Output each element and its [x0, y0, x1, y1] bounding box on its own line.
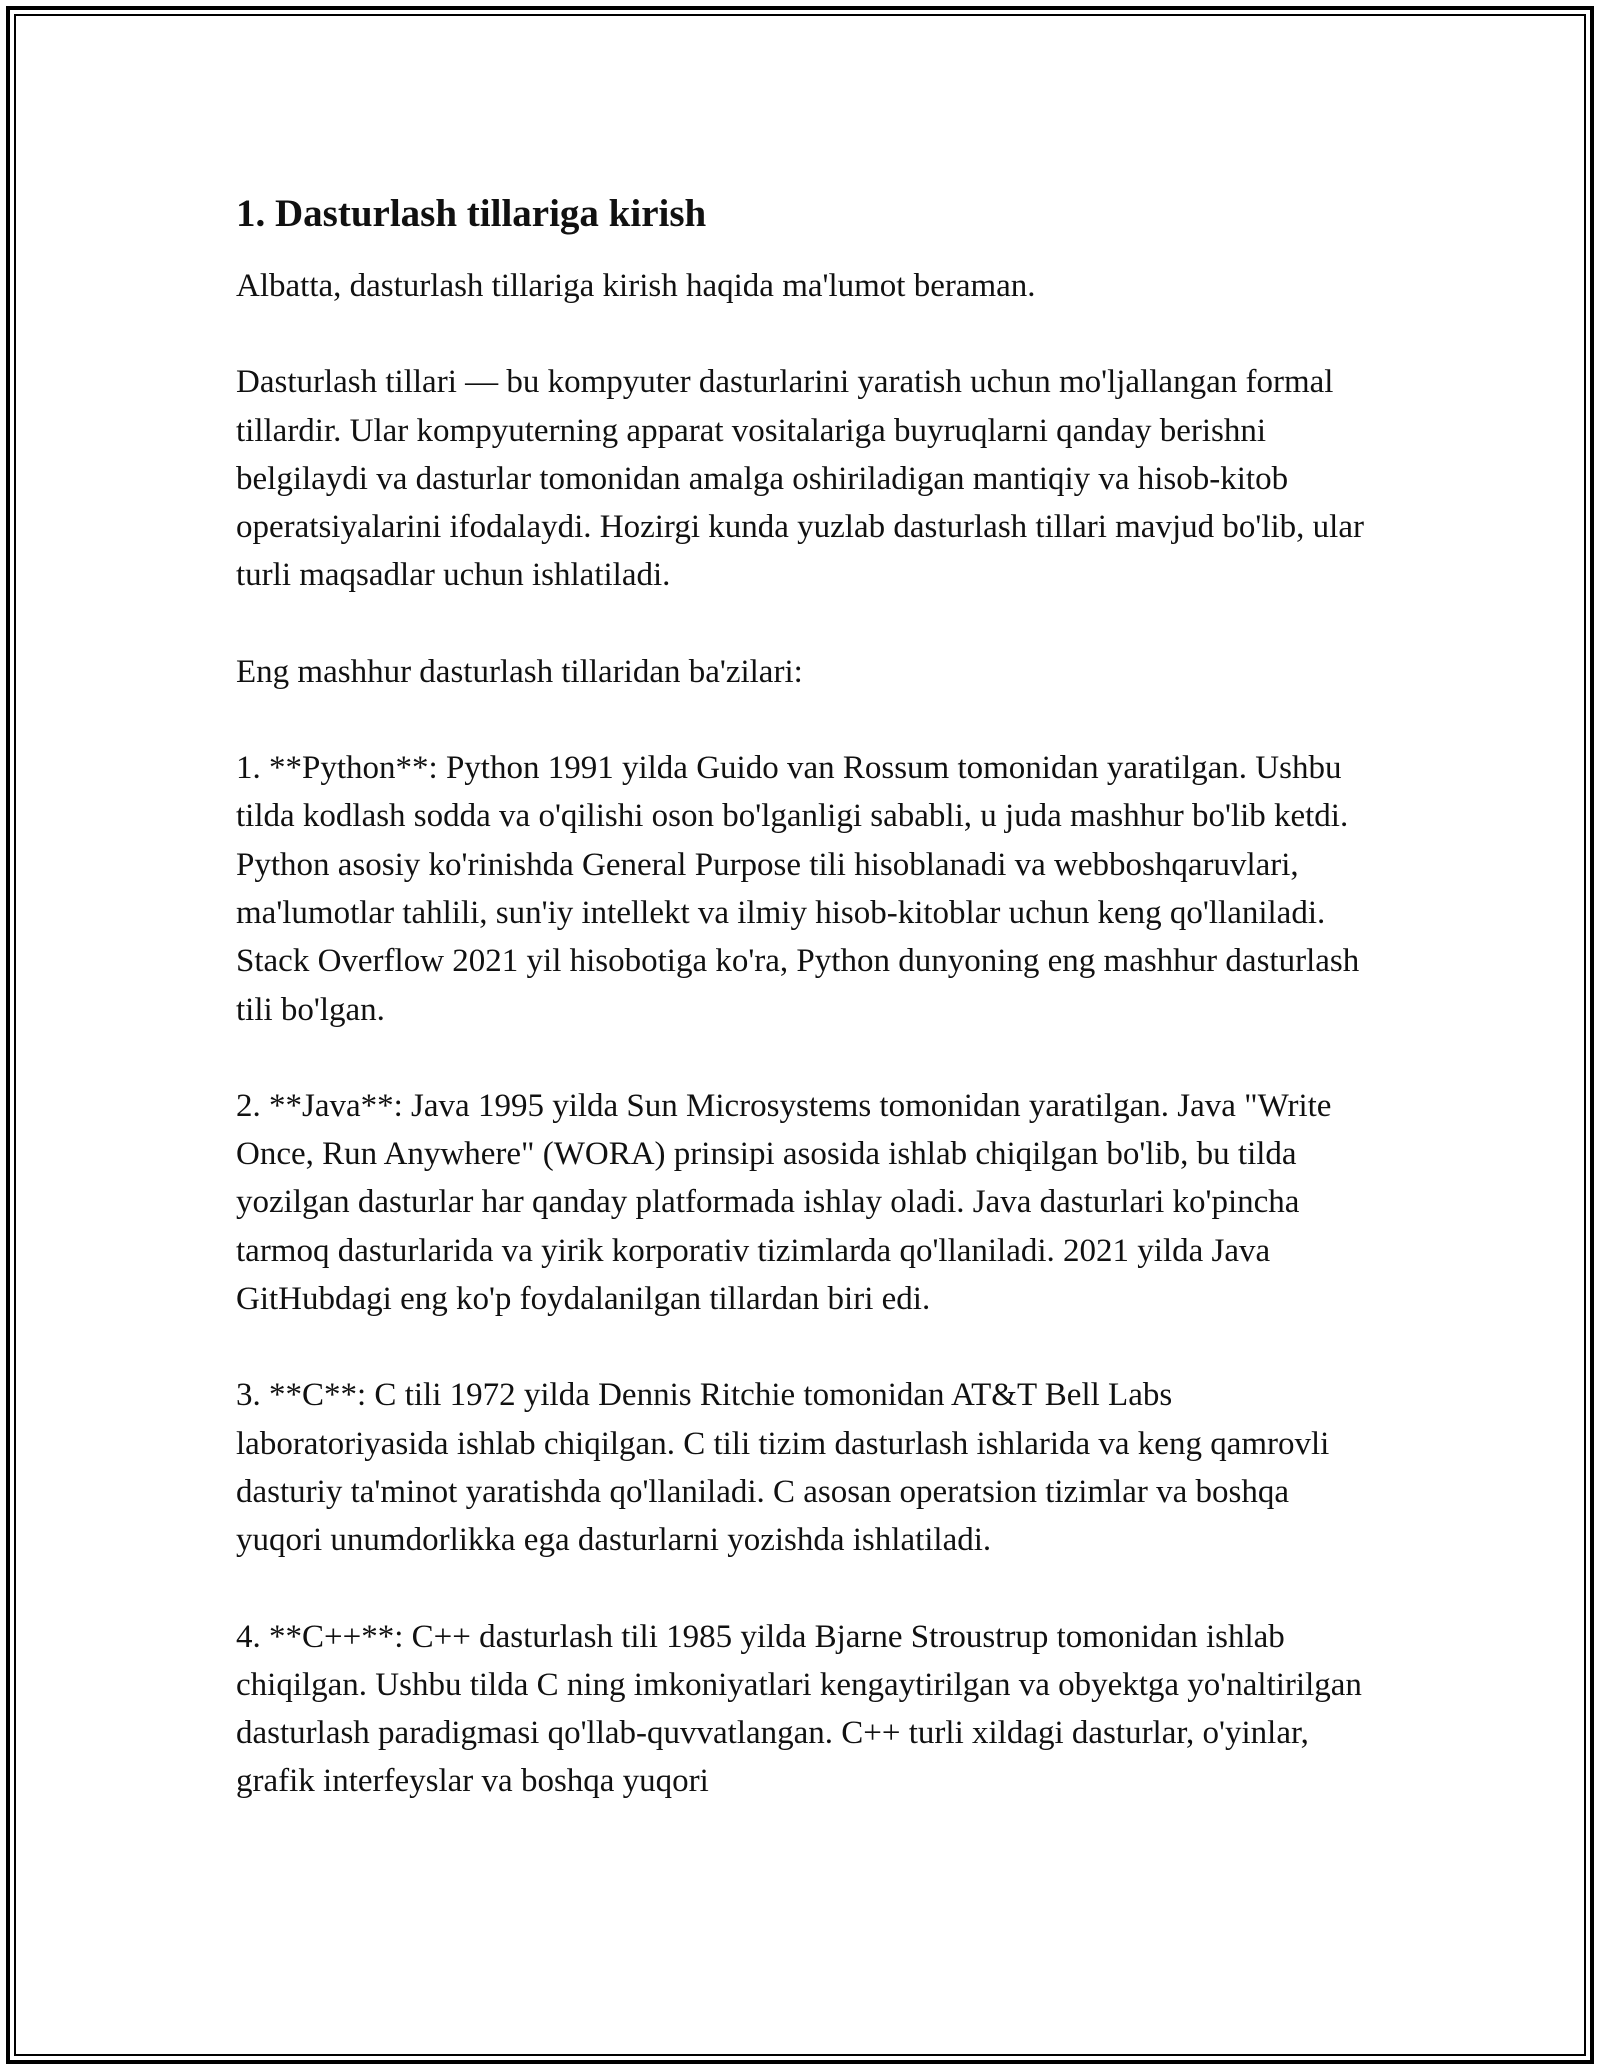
document-body: [236, 188, 1376, 1806]
list-intro-paragraph: Eng mashhur dasturlash tillaridan ba'zilari:: [236, 653, 803, 690]
intro-paragraph: Albatta, dasturlash tillariga kirish haqida ma'lumot beraman.: [236, 268, 1036, 304]
python-paragraph: 1. **Python**: Python 1991 yilda Guido van Rossum tomonidan yaratilgan. Ushbu tilda kodlash sodda va o'qilishi oson bo'lganligi sababli, u juda mashhur bo'lib ketdi. Python asosiy ko'rinishda General Purpose tili hisoblanadi va webboshqaruvlari, ma'lumotlar tahlili, sun'iy intellekt va ilmiy hisob-kitoblar uchun keng qo'llaniladi. Stack Overflow 2021 yil hisobotiga ko'ra, Python dunyoning eng mashhur dasturlash tili bo'lgan.: [236, 750, 1360, 1028]
cpp-paragraph: 4. **C++**: C++ dasturlash tili 1985 yilda Bjarne Stroustrup tomonidan ishlab chiqilgan. Ushbu tilda C ning imkoniyatlari kengaytirilgan va obyektga yo'naltirilgan dasturlash paradigmasi qo'llab-quvvatlangan. C++ turli xildagi dasturlar, o'yinlar, grafik interfeyslar va boshqa yuqori: [236, 1618, 1362, 1800]
c-paragraph: 3. **C**: C tili 1972 yilda Dennis Ritchie tomonidan AT&T Bell Labs laboratoriyasida ishlab chiqilgan. C tili tizim dasturlash ishlarida va keng qamrovli dasturiy ta'minot yaratishda qo'llaniladi. C asosan operatsion tizimlar va boshqa yuqori unumdorlikka ega dasturlarni yozishda ishlatiladi.: [236, 1377, 1330, 1559]
section-heading: 1. Dasturlash tillariga kirish: [236, 192, 707, 235]
java-paragraph: 2. **Java**: Java 1995 yilda Sun Microsystems tomonidan yaratilgan. Java "Write Once, Run Anywhere" (WORA) prinsipi asosida ishlab chiqilgan bo'lib, bu tilda yozilgan dasturlar har qanday platformada ishlay oladi. Java dasturlari ko'pincha tarmoq dasturlarida va yirik korporativ tizimlarda qo'llaniladi. 2021 yilda Java GitHubdagi eng ko'p foydalanilgan tillardan biri edi.: [236, 1087, 1332, 1318]
definition-paragraph: Dasturlash tillari — bu kompyuter dasturlarini yaratish uchun mo'ljallangan formal tillardir. Ular kompyuterning apparat vositalariga buyruqlarni qanday berishni belgilaydi va dasturlar tomonidan amalga oshiriladigan mantiqiy va hisob-kitob operatsiyalarini ifodalaydi. Hozirgi kunda yuzlab dasturlash tillari mavjud bo'lib, ular turli maqsadlar uchun ishlatiladi.: [236, 364, 1364, 594]
